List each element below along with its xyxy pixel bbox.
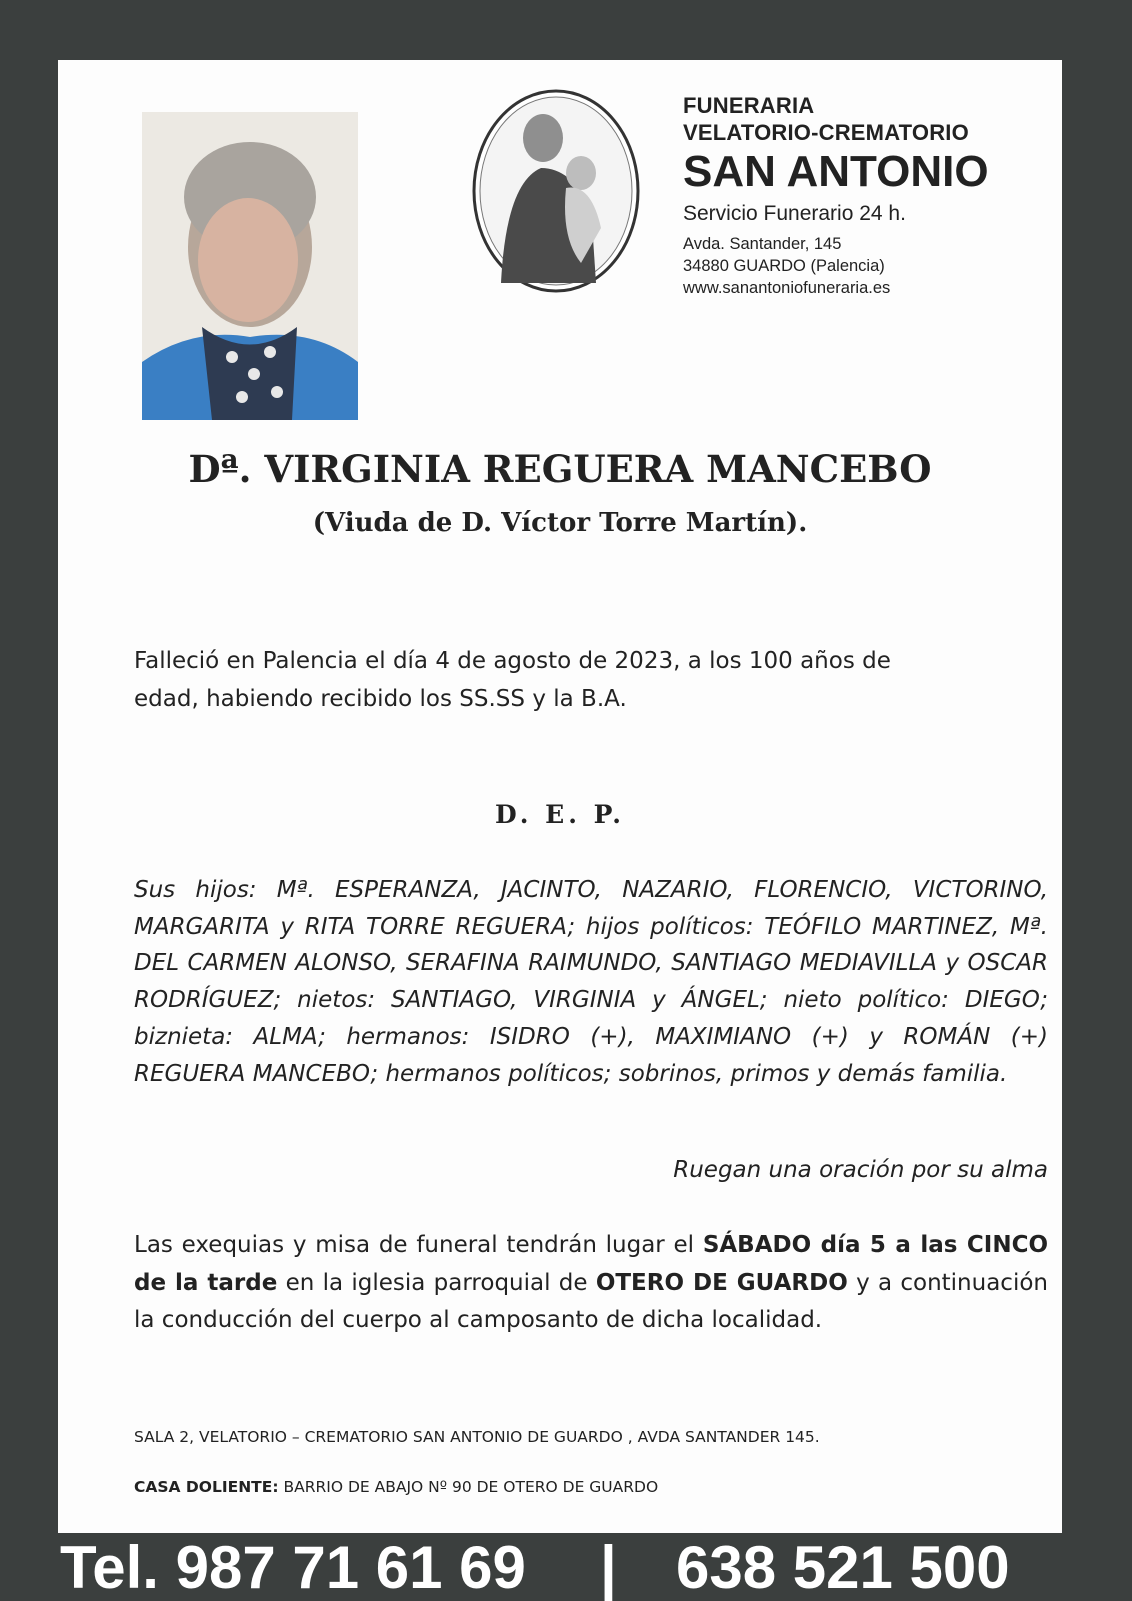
wake-room: SALA 2, VELATORIO – CREMATORIO SAN ANTONIO DE GUARDO , AVDA SANTANDER 145. xyxy=(134,1428,820,1446)
phone-landline: Tel. 987 71 61 69 xyxy=(60,1534,526,1601)
brand-service: Servicio Funerario 24 h. xyxy=(683,202,906,225)
funeral-home-brand xyxy=(683,92,989,299)
funeral-text-1: Las exequias y misa de funeral tendrán lugar el xyxy=(134,1232,703,1258)
deceased-photo xyxy=(142,112,358,420)
death-line-2: edad, habiendo recibido los SS.SS y la B.A. xyxy=(134,686,627,712)
brand-line-funeraria: FUNERARIA xyxy=(683,93,815,118)
family-home-value: BARRIO DE ABAJO Nº 90 DE OTERO DE GUARDO xyxy=(278,1478,659,1496)
deceased-widow-note: (Viuda de D. Víctor Torre Martín). xyxy=(312,508,808,538)
family-home-label: CASA DOLIENTE: xyxy=(134,1478,279,1496)
deceased-name: Dª. VIRGINIA REGUERA MANCEBO xyxy=(188,447,932,491)
funeral-text-3: y a continuación la conducción del cuerpo al camposanto de dicha localidad. xyxy=(134,1269,1048,1333)
dep-heading: D. E. P. xyxy=(494,800,626,829)
saint-anthony-medallion xyxy=(471,88,641,294)
brand-city: 34880 GUARDO (Palencia) xyxy=(683,257,885,275)
phone-footer xyxy=(0,1533,1132,1599)
funeral-details xyxy=(134,1227,1048,1340)
prayer-request: Ruegan una oración por su alma xyxy=(673,1157,1048,1183)
funeral-location: OTERO DE GUARDO xyxy=(595,1269,848,1296)
brand-address: Avda. Santander, 145 xyxy=(683,235,842,253)
brand-name: SAN ANTONIO xyxy=(683,147,989,196)
funeral-date-time: SÁBADO día 5 a las CINCO de la tarde xyxy=(134,1232,1048,1296)
brand-website: www.sanantoniofuneraria.es xyxy=(683,279,891,297)
family-home xyxy=(134,1478,658,1496)
family-list: Sus hijos: Mª. ESPERANZA, JACINTO, NAZARIO, FLORENCIO, VICTORINO, MARGARITA y RITA TORRE REGUERA; hijos políticos: TEÓFILO MARTINEZ, Mª. DEL CARMEN ALONSO, SERAFINA RAIMUNDO, SANTIAGO MEDIAVILLA y OSCAR RODRÍGUEZ; nietos: SANTIAGO, VIRGINIA y ÁNGEL; nieto político: DIEGO; biznieta: ALMA; hermanos: ISIDRO (+), MAXIMIANO (+) y ROMÁN (+) REGUERA MANCEBO; hermanos políticos; sobrinos, primos y demás familia. xyxy=(134,877,1048,1087)
brand-line-velatorio: VELATORIO-CREMATORIO xyxy=(683,120,969,145)
death-announcement xyxy=(134,642,1048,718)
phone-mobile: 638 521 500 xyxy=(676,1534,1010,1601)
phone-separator: | xyxy=(600,1534,617,1601)
obituary-sheet xyxy=(58,60,1062,1533)
funeral-text-2: en la iglesia parroquial de xyxy=(277,1269,596,1296)
death-line-1: Falleció en Palencia el día 4 de agosto de 2023, a los 100 años de xyxy=(134,648,891,674)
